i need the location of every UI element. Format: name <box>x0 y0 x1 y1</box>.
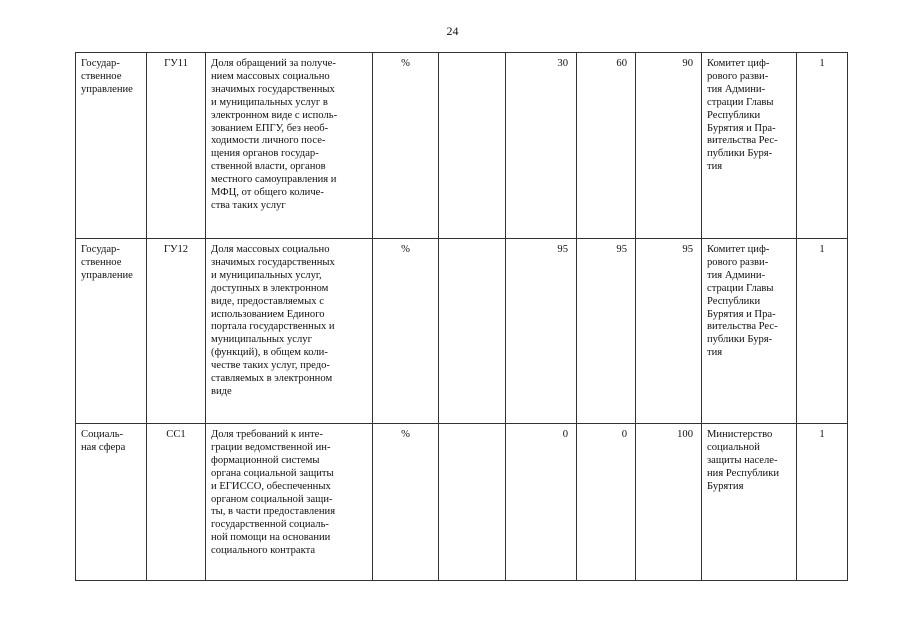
value-cell-3: 95 <box>636 239 702 424</box>
table-row <box>76 424 848 581</box>
value-cell-3: 100 <box>636 424 702 581</box>
last-cell: 1 <box>797 424 848 581</box>
sector-cell: Социаль- ная сфера <box>76 424 147 581</box>
code-cell: ГУ12 <box>147 239 206 424</box>
table-row <box>76 239 848 424</box>
last-cell: 1 <box>797 53 848 239</box>
value-cell-2: 95 <box>577 239 636 424</box>
value-cell-1: 0 <box>506 424 577 581</box>
last-cell: 1 <box>797 239 848 424</box>
page-number: 24 <box>446 24 459 38</box>
base-value-cell <box>439 424 506 581</box>
unit-cell: % <box>373 239 439 424</box>
code-cell: СС1 <box>147 424 206 581</box>
indicator-cell: Доля массовых социально значимых государственных и муниципальных услуг, доступных в электронном виде, предоставляемых с использованием Единого портала государственных и муниципальных услуг (функций), в общем коли- честве таких услуг, предо- ставляемых в электронном виде <box>206 239 373 424</box>
unit-cell: % <box>373 424 439 581</box>
table-row <box>76 53 848 239</box>
code-cell: ГУ11 <box>147 53 206 239</box>
indicator-cell: Доля требований к инте- грации ведомственной ин- формационной системы органа социальной защиты и ЕГИССО, обеспеченных органом социальной защи- ты, в части предоставления государственной социаль- ной помощи на основании социального контракта <box>206 424 373 581</box>
responsible-cell: Комитет циф- рового разви- тия Админи- страции Главы Республики Бурятия и Пра- вительства Рес- публики Буря- тия <box>702 53 797 239</box>
sector-cell: Государ- ственное управление <box>76 239 147 424</box>
sector-cell: Государ- ственное управление <box>76 53 147 239</box>
value-cell-3: 90 <box>636 53 702 239</box>
responsible-cell: Комитет циф- рового разви- тия Админи- страции Главы Республики Бурятия и Пра- вительства Рес- публики Буря- тия <box>702 239 797 424</box>
value-cell-1: 30 <box>506 53 577 239</box>
unit-cell: % <box>373 53 439 239</box>
value-cell-2: 0 <box>577 424 636 581</box>
value-cell-1: 95 <box>506 239 577 424</box>
base-value-cell <box>439 239 506 424</box>
indicators-table <box>75 52 848 581</box>
indicator-cell: Доля обращений за получе- нием массовых социально значимых государственных и муниципальных услуг в электронном виде с исполь- зованием ЕПГУ, без необ- ходимости личного посе- щения органов государ- ственной власти, органов местного самоуправления и МФЦ, от общего количе- ства таких услуг <box>206 53 373 239</box>
base-value-cell <box>439 53 506 239</box>
value-cell-2: 60 <box>577 53 636 239</box>
responsible-cell: Министерство социальной защиты населе- ния Республики Бурятия <box>702 424 797 581</box>
